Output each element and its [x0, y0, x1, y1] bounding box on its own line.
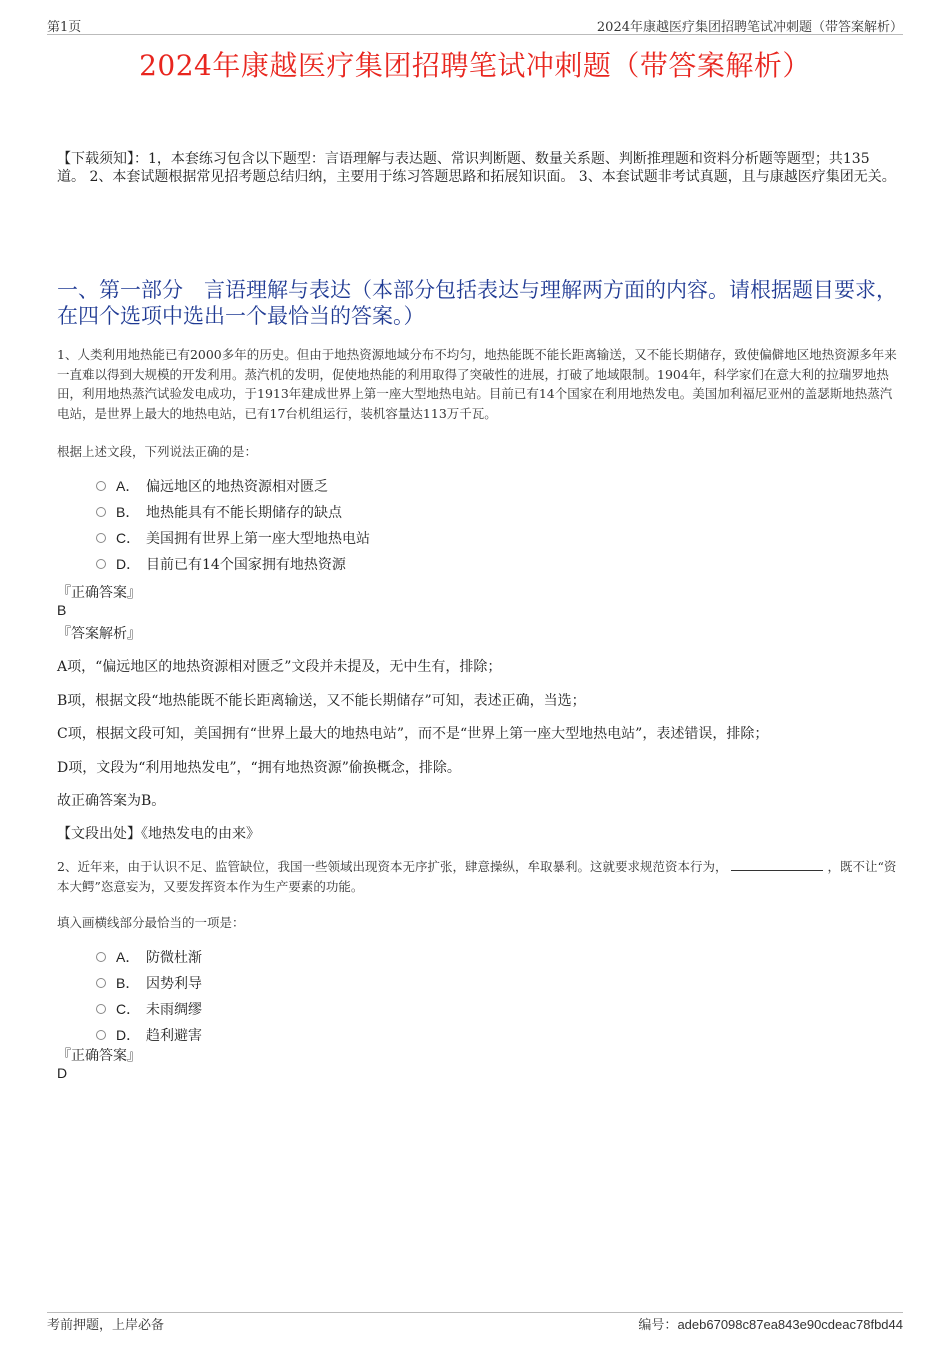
q2-answer: D: [57, 1065, 68, 1081]
q2-text-before: 2、近年来，由于认识不足、监管缺位，我国一些领域出现资本无序扩张，肆意操纵，牟取暴利。这就要求规范资本行为，: [57, 859, 728, 874]
option-letter: D．: [116, 556, 141, 572]
option-letter: A．: [116, 949, 140, 965]
option-text: 趋利避害: [146, 1028, 202, 1044]
radio-icon[interactable]: [96, 481, 106, 491]
footer-code-label: 编号：: [638, 1318, 678, 1333]
q1-passage: 1、人类利用地热能已有2000多年的历史。但由于地热资源地域分布不均匀，地热能既不能长距离输送，又不能长期储存，致使偏僻地区地热资源多年来一直难以得到大规模的开发利用。蒸汽机的发明，促使地热能的利用取得了突破性的进展，打破了地域限制。1904年，科学家们在意大利的拉瑞罗地热田，利用地热蒸汽试验发电成功，于1913年建成世界上第一座大型地热电站。目前已有14个国家在利用地热发电。美国加利福尼亚州的盖瑟斯地热蒸汽电站，是世界上最大的地热电站，已有17台机组运行，装机容量达113万千瓦。: [57, 347, 897, 421]
radio-icon[interactable]: [96, 978, 106, 988]
page-number: 第1页: [47, 20, 82, 35]
radio-icon[interactable]: [96, 533, 106, 543]
option-letter: C．: [116, 1001, 141, 1017]
footer-code: [638, 1314, 903, 1333]
option-letter: B．: [116, 504, 140, 520]
option-letter: A．: [116, 478, 140, 494]
q2-passage: [57, 857, 902, 896]
radio-icon[interactable]: [96, 1030, 106, 1040]
option-text: 地热能具有不能长期储存的缺点: [146, 505, 342, 521]
q1-conclusion: 故正确答案为B。: [57, 793, 166, 809]
radio-icon[interactable]: [96, 952, 106, 962]
q1-option-c[interactable]: [96, 525, 370, 551]
q1-answer-label: 『正确答案』: [57, 585, 141, 601]
q1-analysis-c: C项，根据文段可知，美国拥有“世界上最大的地热电站”，而不是“世界上第一座大型地热电站”，表述错误，排除；: [57, 726, 769, 742]
option-text: 目前已有14个国家拥有地热资源: [146, 557, 346, 573]
q1-option-a[interactable]: [96, 473, 370, 499]
footer-code-value: adeb67098c87ea843e90cdeac78fbd44: [677, 1317, 903, 1332]
q1-prompt: 根据上述文段，下列说法正确的是：: [57, 444, 258, 459]
download-notice: 【下载须知】：1，本套练习包含以下题型：言语理解与表达题、常识判断题、数量关系题、判断推理题和资料分析题等题型；共135道。 2、本套试题根据常见招考题总结归纳，主要用于练习答题思路和拓展知识面。 3、本套试题非考试真题，且与康越医疗集团无关。: [57, 151, 896, 185]
q2-option-c[interactable]: [96, 996, 202, 1022]
q1-analysis-a: A项，“偏远地区的地热资源相对匮乏”文段并未提及，无中生有，排除；: [57, 659, 502, 675]
q2-prompt: 填入画横线部分最恰当的一项是：: [57, 915, 245, 930]
radio-icon[interactable]: [96, 1004, 106, 1014]
header-divider: [47, 34, 903, 35]
q1-option-d[interactable]: [96, 551, 370, 577]
q1-option-b[interactable]: [96, 499, 370, 525]
option-text: 因势利导: [146, 976, 202, 992]
footer-divider: [47, 1312, 903, 1313]
q2-option-b[interactable]: [96, 970, 202, 996]
q1-options: [96, 473, 370, 577]
option-letter: C．: [116, 530, 141, 546]
option-text: 美国拥有世界上第一座大型地热电站: [146, 531, 370, 547]
q2-answer-label: 『正确答案』: [57, 1048, 141, 1064]
q1-source: 【文段出处】《地热发电的由来》: [57, 826, 260, 842]
radio-icon[interactable]: [96, 559, 106, 569]
q2-text-after: ，既不让“资本大鳄”恣意妄为，又要发挥资本作为生产要素的功能。: [57, 859, 897, 894]
footer-slogan: 考前押题，上岸必备: [47, 1318, 165, 1333]
option-letter: D．: [116, 1027, 141, 1043]
q1-analysis-label: 『答案解析』: [57, 626, 141, 642]
option-text: 未雨绸缪: [146, 1002, 202, 1018]
option-text: 防微杜渐: [146, 950, 202, 966]
q2-option-a[interactable]: [96, 944, 202, 970]
q2-options: [96, 944, 202, 1048]
fill-blank: [731, 870, 823, 871]
option-letter: B．: [116, 975, 140, 991]
section-heading: 一、第一部分 言语理解与表达（本部分包括表达与理解两方面的内容。请根据题目要求，在四个选项中选出一个最恰当的答案。）: [57, 278, 897, 328]
document-title: 2024年康越医疗集团招聘笔试冲刺题（带答案解析）: [139, 49, 811, 82]
q1-analysis-b: B项，根据文段“地热能既不能长距离输送，又不能长期储存”可知，表述正确，当选；: [57, 693, 586, 709]
option-text: 偏远地区的地热资源相对匮乏: [146, 479, 328, 495]
q1-answer: B: [57, 602, 67, 618]
radio-icon[interactable]: [96, 507, 106, 517]
q1-analysis-d: D项，文段为“利用地热发电”，“拥有地热资源”偷换概念，排除。: [57, 760, 461, 776]
header-doc-title: 2024年康越医疗集团招聘笔试冲刺题（带答案解析）: [596, 20, 903, 35]
